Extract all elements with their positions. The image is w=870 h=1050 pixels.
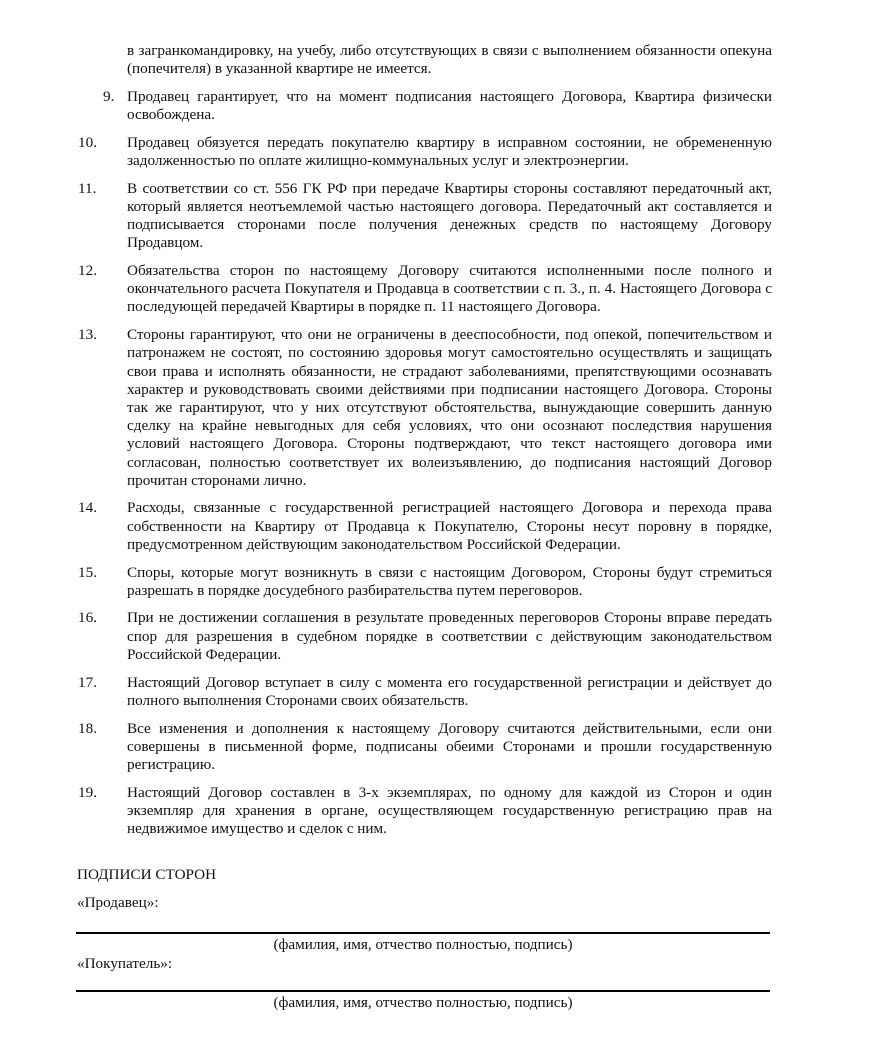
clause-text: в загранкомандировку, на учебу, либо отсутствующих в связи с выполнением обязанности опекуна (попечителя) в указанной квартире не имеется. bbox=[127, 42, 772, 78]
clause-number: 13. bbox=[78, 326, 97, 344]
clause-13 bbox=[76, 326, 772, 490]
clause-text: В соответствии со ст. 556 ГК РФ при передаче Квартиры стороны составляют передаточный акт, который является неотъемлемой частью настоящего договора. Передаточный акт составляется и подписывается сторонами после получения денежных средств по настоящему Договору Продавцом. bbox=[127, 179, 772, 252]
clause-number: 19. bbox=[78, 783, 97, 801]
clause-number: 12. bbox=[78, 262, 97, 280]
clause-text: При не достижении соглашения в результате проведенных переговоров Стороны вправе передать спор для разрешения в судебном порядке в соответствии с действующим законодательством Российской Федерации. bbox=[127, 609, 772, 663]
seller-signature-caption: (фамилия, имя, отчество полностью, подпись) bbox=[273, 936, 573, 953]
clause-text: Стороны гарантируют, что они не ограничены в дееспособности, под опекой, попечительством и патронажем не состоят, по состоянию здоровья могут самостоятельно осуществлять и защищать свои права и исполнять обязанности, не страдают заболеваниями, препятствующими осознавать характер и руководствовать своими действиями при подписании настоящего Договора. Стороны так же гарантируют, что у них отсутствуют обстоятельства, вынуждающие совершить данную сделку на крайне невыгодных для себя условиях, что они осознают последствия нарушения условий настоящего Договора. Стороны подтверждают, что текст настоящего договора ими согласован, полностью соответствует их волеизъявлению, до подписания настоящий Договор прочитан сторонами лично. bbox=[127, 326, 772, 489]
clause-15 bbox=[76, 564, 772, 600]
clause-number: 16. bbox=[78, 609, 97, 627]
clause-text: Продавец обязуется передать покупателю квартиру в исправном состоянии, не обремененную задолженностью по оплате жилищно-коммунальных услуг и электроэнергии. bbox=[127, 133, 772, 170]
clause-number: 17. bbox=[78, 673, 97, 691]
clause-19 bbox=[76, 784, 772, 839]
clause-continuation bbox=[76, 42, 772, 78]
seller-label: «Продавец»: bbox=[77, 894, 159, 911]
clause-text: Настоящий Договор вступает в силу с момента его государственной регистрации и действует до полного выполнения Сторонами своих обязательств. bbox=[127, 673, 772, 709]
clause-10 bbox=[76, 134, 772, 170]
contract-clauses bbox=[76, 42, 772, 848]
clause-number: 15. bbox=[78, 563, 97, 581]
clause-text: Все изменения и дополнения к настоящему Договору считаются действительными, если они совершены в письменной форме, подписаны обеими Сторонами и прошли государственную регистрацию. bbox=[127, 719, 772, 773]
clause-17 bbox=[76, 674, 772, 710]
clause-text: Расходы, связанные с государственной регистрацией настоящего Договора и перехода права собственности на Квартиру от Продавца к Покупателю, Стороны несут поровну в порядке, предусмотренном действующим законодательством Российской Федерации. bbox=[127, 499, 772, 553]
clause-16 bbox=[76, 609, 772, 664]
clause-text: Продавец гарантирует, что на момент подписания настоящего Договора, Квартира физически освобождена. bbox=[127, 87, 772, 124]
buyer-signature-caption: (фамилия, имя, отчество полностью, подпись) bbox=[273, 994, 573, 1011]
clause-9 bbox=[76, 88, 772, 124]
buyer-signature-line bbox=[76, 990, 770, 992]
signatures-title: ПОДПИСИ СТОРОН bbox=[77, 866, 217, 883]
clause-text: Споры, которые могут возникнуть в связи с настоящим Договором, Стороны будут стремиться разрешать в порядке досудебного разбирательства путем переговоров. bbox=[127, 563, 772, 599]
clause-number: 14. bbox=[78, 499, 97, 517]
clause-18 bbox=[76, 720, 772, 775]
clause-number: 10. bbox=[78, 133, 97, 151]
clause-12 bbox=[76, 262, 772, 317]
clause-number: 9. bbox=[103, 87, 115, 105]
clause-number: 11. bbox=[78, 179, 97, 197]
buyer-label: «Покупатель»: bbox=[77, 955, 173, 972]
clause-11 bbox=[76, 180, 772, 253]
clause-text: Обязательства сторон по настоящему Договору считаются исполненными после полного и окончательного расчета Покупателя и Продавца в соответствии с п. 3., п. 4. Настоящего Договора с последующей передачей Квартиры в порядке п. 11 настоящего Договора. bbox=[127, 262, 772, 316]
clause-14 bbox=[76, 499, 772, 554]
seller-signature-line bbox=[76, 932, 770, 934]
clause-number: 18. bbox=[78, 719, 97, 737]
clause-text: Настоящий Договор составлен в 3-х экземплярах, по одному для каждой из Сторон и один экземпляр для хранения в органе, осуществляющем государственную регистрацию прав на недвижимое имущество и сделок с ним. bbox=[127, 783, 772, 838]
